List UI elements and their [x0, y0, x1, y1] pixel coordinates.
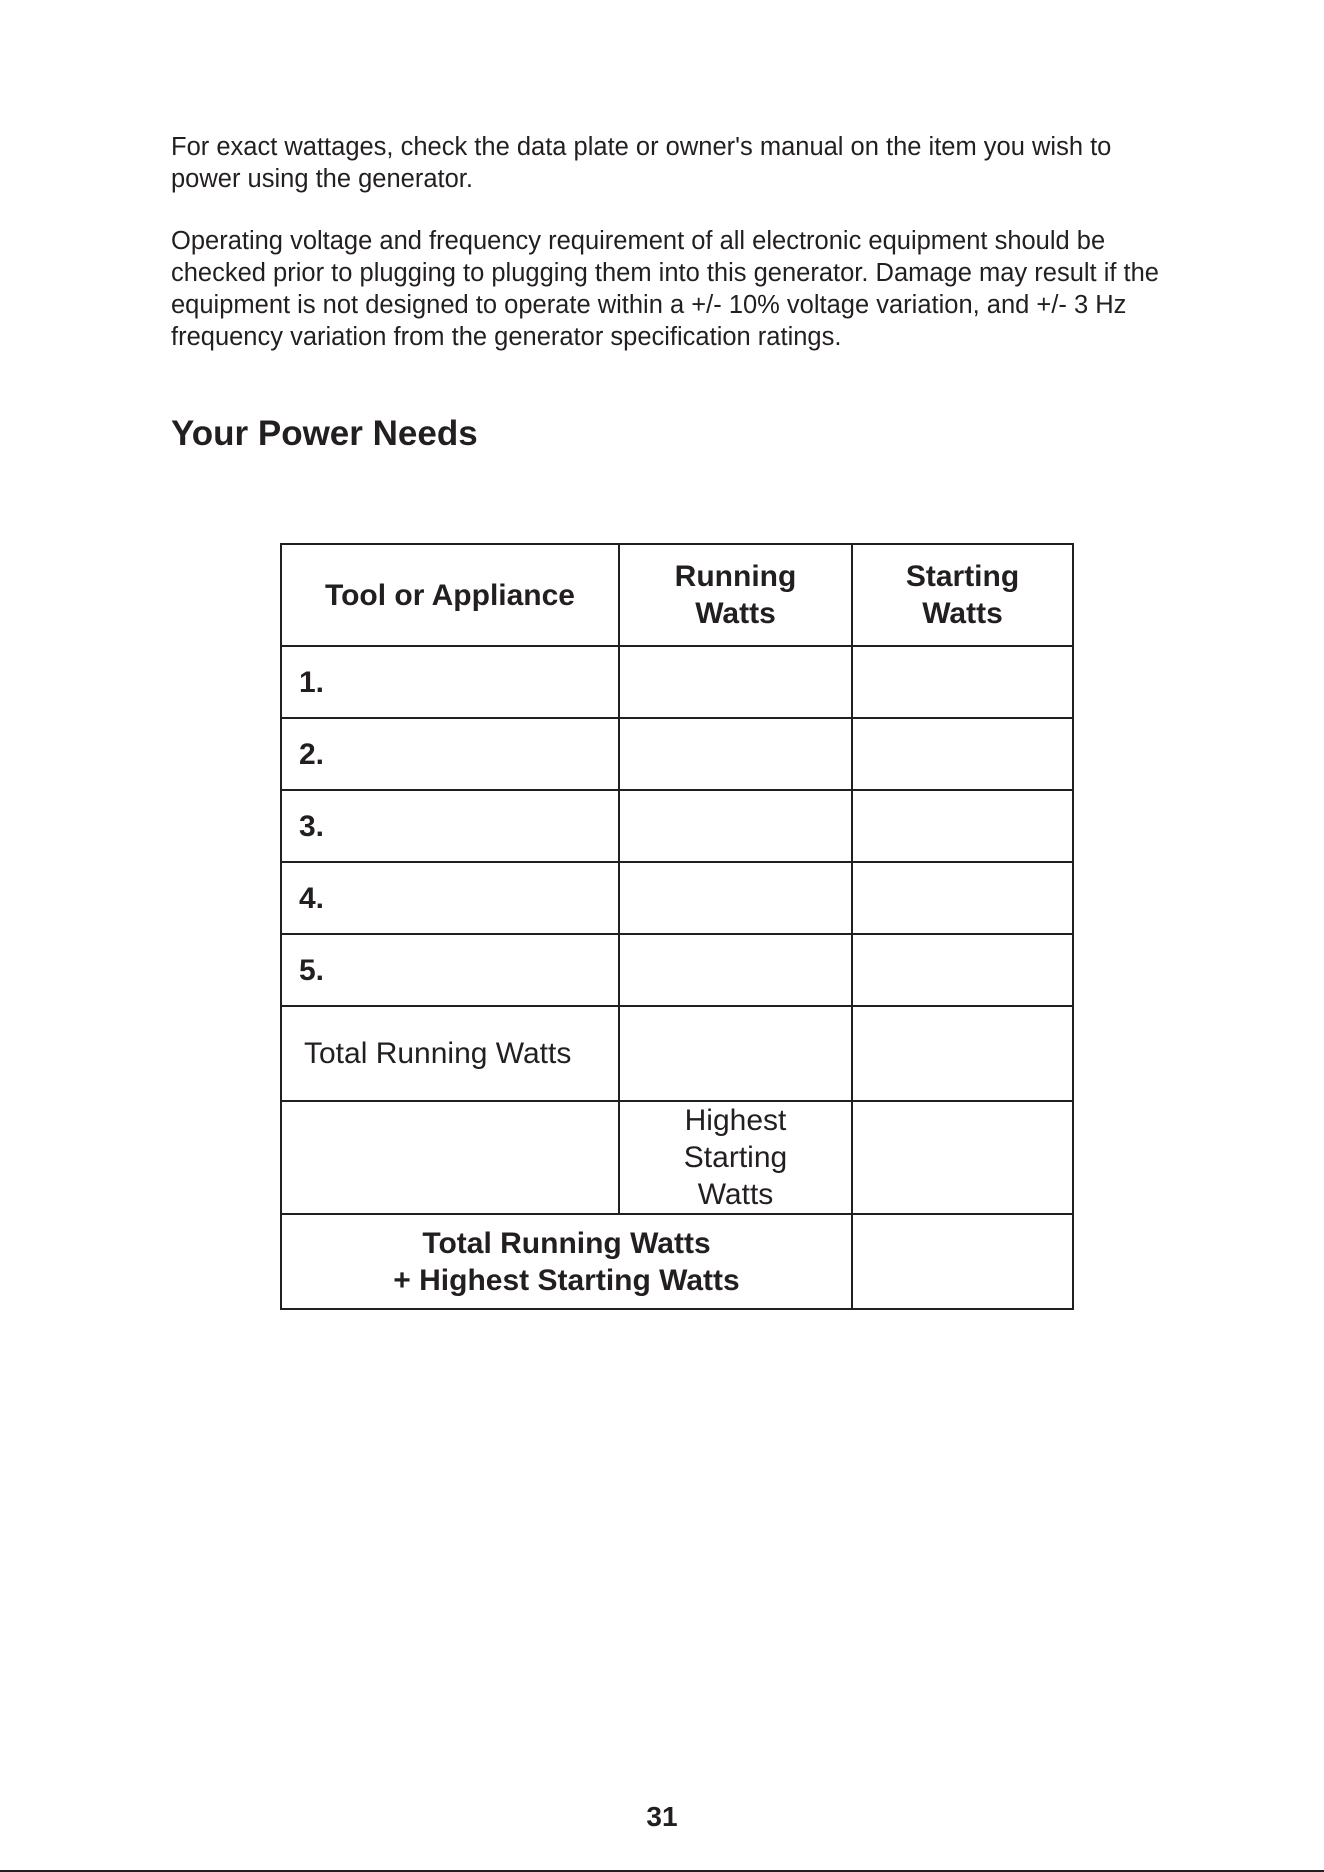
- row-number-cell: 5.: [281, 934, 619, 1006]
- row-number-cell: 1.: [281, 646, 619, 718]
- starting-watts-cell: [852, 646, 1073, 718]
- header-starting-line2: Watts: [922, 597, 1003, 630]
- total-running-value-cell: [619, 1006, 852, 1101]
- grand-total-line2: + Highest Starting Watts: [393, 1263, 740, 1297]
- total-running-label: Total Running Watts: [281, 1006, 619, 1101]
- highest-starting-blank-cell: [281, 1101, 619, 1214]
- table-header-row: [281, 544, 1073, 646]
- grand-total-value-cell: [852, 1214, 1073, 1309]
- starting-watts-cell: [852, 790, 1073, 862]
- section-heading: Your Power Needs: [171, 414, 478, 453]
- total-running-starting-cell: [852, 1006, 1073, 1101]
- row-number-cell: 2.: [281, 718, 619, 790]
- running-watts-cell: [619, 862, 852, 934]
- highest-starting-label: [619, 1101, 852, 1214]
- header-running-line1: Running: [674, 560, 797, 593]
- header-starting-watts: [852, 544, 1073, 646]
- starting-watts-cell: [852, 718, 1073, 790]
- table-row: [281, 934, 1073, 1006]
- voltage-warning-paragraph: Operating voltage and frequency requirement of all electronic equipment should be checked prior to plugging to plugging them into this generator. Damage may result if the equipment is not designed to operate within a +/- 10% voltage variation, and +/- 3 Hz frequency variation from the generator specification ratings.: [171, 227, 1159, 351]
- grand-total-line1: Total Running Watts: [422, 1226, 711, 1260]
- running-watts-cell: [619, 646, 852, 718]
- table-row: [281, 862, 1073, 934]
- running-watts-cell: [619, 718, 852, 790]
- highest-starting-row: [281, 1101, 1073, 1214]
- table-row: [281, 790, 1073, 862]
- table-row: [281, 718, 1073, 790]
- intro-paragraph: For exact wattages, check the data plate or owner's manual on the item you wish to power using the generator.: [171, 133, 1112, 193]
- running-watts-cell: [619, 790, 852, 862]
- running-watts-cell: [619, 934, 852, 1006]
- power-needs-table: [280, 543, 1074, 1310]
- header-running-line2: Watts: [695, 597, 776, 630]
- header-running-watts: [619, 544, 852, 646]
- highest-starting-line1: Highest: [684, 1104, 787, 1137]
- highest-starting-line2: Starting: [683, 1141, 788, 1174]
- page-number: 31: [646, 1801, 678, 1832]
- total-running-row: [281, 1006, 1073, 1101]
- highest-starting-value-cell: [852, 1101, 1073, 1214]
- row-number-cell: 3.: [281, 790, 619, 862]
- starting-watts-cell: [852, 862, 1073, 934]
- table-row: [281, 646, 1073, 718]
- starting-watts-cell: [852, 934, 1073, 1006]
- grand-total-row: [281, 1214, 1073, 1309]
- row-number-cell: 4.: [281, 862, 619, 934]
- grand-total-label: [281, 1214, 852, 1309]
- highest-starting-line3: Watts: [697, 1178, 774, 1211]
- header-tool-or-appliance: [281, 544, 619, 646]
- header-tool-label: Tool or Appliance: [324, 578, 575, 612]
- header-starting-line1: Starting: [905, 560, 1020, 593]
